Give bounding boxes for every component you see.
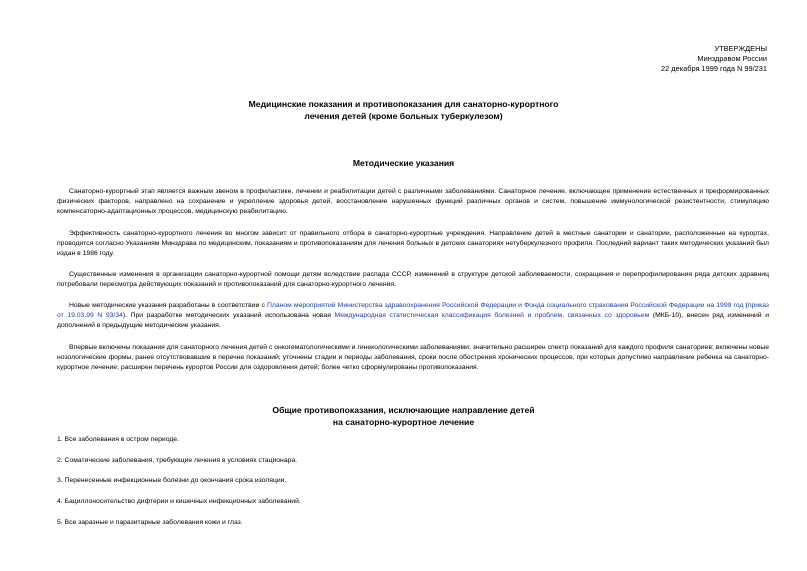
paragraph-2: Эффективность санаторно-курортного лечения во многом зависит от правильного отбора в санаторно-курортные учреждения. Направление детей в местные санатории и санатории, расположенные на курортах, проводится согласно Указаниям Минздрава по медицинским, показаниям и противопоказаниям для лечения больных в детских санаториях нетуберкулезного профиля. Последний вариант таких методических указаний был издан в 1986 году. [57,230,769,258]
list-item: 5. Все заразные и паразитарные заболевания кожи и глаз. [57,519,243,526]
icd10-link[interactable]: Международная статистическая классификация болезней и проблем, связанных со здоровьем [334,312,650,320]
paragraph-5: Впервые включены показания для санаторного лечения детей с онкогематологическими и гинекологическими заболеваниями; значительно расширен спектр показаний для каждого профиля санаториев; включены новые нозологические формы, ранее отсутствовавшие в перечне показаний; уточнены стадии и периоды заболевания, сроки после обострения хронических процессов, при которых допустимо направление ребенка на санаторно-курортное лечение; расширен перечень курортов России для оздоровления детей; более четко сформулированы противопоказания. [57,344,769,372]
paragraph-4-text-b: ( [743,302,748,309]
list-item: 4. Бациллоносительство дифтерии и кишечных инфекционных заболеваний. [57,498,301,505]
paragraph-4-text-c: ). При разработке методических указаний использована новая [122,312,335,320]
list-item: 1. Все заболевания в остром периоде. [57,436,179,443]
document-title [0,98,807,122]
approval-line-1: УТВЕРЖДЕНЫ [714,44,767,53]
paragraph-4-text-d: (МКБ-10), внесен ряд изменений и дополнений в предыдущие методические указания. [57,312,769,330]
list-item: 2. Соматические заболевания, требующие лечения в условиях стационара. [57,457,298,464]
approval-line-3: 22 декабря 1999 года N 99/231 [661,64,767,73]
document-title-line-2: лечения детей (кроме больных туберкулезом) [304,111,503,121]
section-title-contraindications [0,404,807,428]
list-item: 3. Перенесенные инфекционные болезни до окончания срока изоляции. [57,477,287,484]
paragraph-4-text-a: Новые методические указания разработаны в соответствии с [69,302,267,309]
paragraph-1: Санаторно-курортный этап является важным звеном в профилактике, лечении и реабилитации детей с различными заболеваниями. Санаторное лечение, включающее применение естественных и преформированных физических факторов, направлено на сохранение и укрепление здоровья детей, восстановление нарушенных функций различных органов и систем, повышение иммунологической резистентности, стимуляцию компенсаторно-адаптационных процессов, медицинскую реабилитацию. [57,188,769,216]
order-link[interactable]: приказ от 19.03.99 N 93/34 [57,302,770,320]
plan-link[interactable]: Планом мероприятий Министерства здравоохранения Российской Федерации и Фонда социального страхования Российской Федерации на 1999 год [266,302,744,309]
paragraph-4 [57,301,769,331]
section-title-contraindications-line-1: Общие противопоказания, исключающие направление детей [272,405,535,415]
document-title-line-1: Медицинские показания и противопоказания для санаторно-курортного [248,99,559,109]
approval-stamp [661,44,767,74]
section-title-contraindications-line-2: на санаторно-курортное лечение [332,417,475,427]
paragraph-3: Существенные изменения в организации санаторно-курортной помощи детям вследствие распада СССР, изменений в структуре детской заболеваемости, сокращения и перепрофилирования ряда детских здравниц потребовали пересмотра действующих показаний и противопоказаний для санаторно-курортного лечения. [57,271,769,289]
approval-line-2: Минздравом России [697,54,767,63]
section-title-guidelines: Методические указания [352,158,455,168]
